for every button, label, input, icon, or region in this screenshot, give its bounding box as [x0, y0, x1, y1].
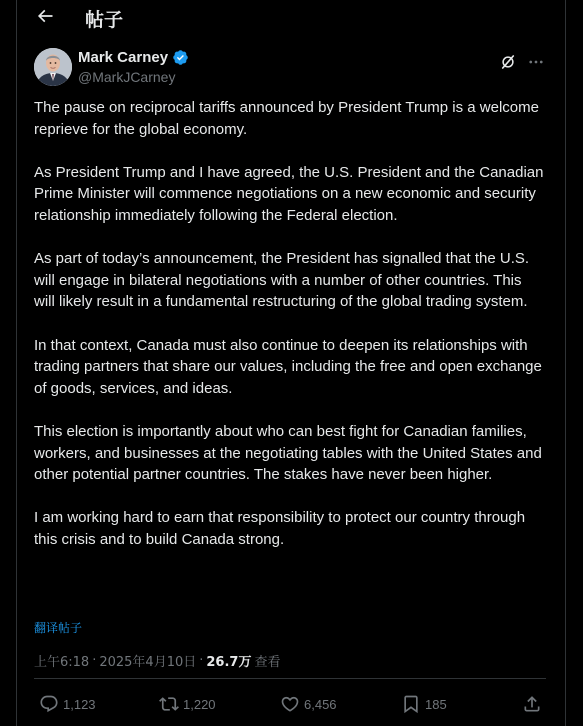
reply-count: 1,123	[63, 696, 96, 712]
views-label: 查看	[254, 655, 281, 670]
repost-count: 1,220	[183, 696, 216, 712]
like-button[interactable]	[280, 694, 337, 714]
like-count: 6,456	[304, 696, 337, 712]
divider	[34, 678, 546, 679]
tweet-paragraph: This election is importantly about who can best fight for Canadian families, workers, and businesses at the negotiating tables with the United States and other potential partner countries. The stakes have never been higher.	[34, 422, 542, 484]
tweet-paragraph: As part of today’s announcement, the President has signalled that the U.S. will engage in bilateral negotiations with a number of other countries. This will likely result in a fundamental restructuring of the global trading system.	[34, 250, 530, 311]
grok-icon	[499, 53, 517, 71]
more-options-button[interactable]	[525, 51, 547, 73]
post-column	[16, 0, 566, 726]
repost-button[interactable]	[159, 694, 216, 714]
avatar-image-icon	[34, 48, 72, 86]
heart-icon	[280, 694, 300, 714]
author-name[interactable]: Mark Carney	[78, 49, 169, 66]
tweet-paragraph: I am working hard to earn that responsibility to protect our country through this crisis and to build Canada strong.	[34, 509, 526, 548]
verified-badge-icon	[172, 49, 189, 66]
share-button[interactable]	[522, 694, 542, 714]
meta-separator: ·	[92, 653, 97, 668]
author-row	[17, 46, 565, 90]
author-name-group	[78, 49, 189, 66]
tweet-paragraph: As President Trump and I have agreed, the U.S. President and the Canadian Prime Minister will commence negotiations on a new economic and security relationship immediately following the Federal election.	[34, 163, 544, 224]
reply-icon	[39, 694, 59, 714]
bookmark-icon	[401, 694, 421, 714]
bookmark-count: 185	[425, 696, 447, 712]
post-header	[17, 0, 565, 32]
meta-separator: ·	[199, 653, 204, 668]
bookmark-button[interactable]	[401, 694, 447, 714]
repost-icon	[159, 694, 179, 714]
share-icon	[522, 694, 542, 714]
reply-button[interactable]	[39, 694, 96, 714]
back-button[interactable]	[33, 4, 57, 28]
actions-bar	[17, 686, 565, 724]
post-time[interactable]: 上午6:18	[34, 655, 90, 670]
tweet-paragraph: In that context, Canada must also continue to deepen its relationships with trading partners that share our values, including the free and open exchange of goods, services, and ideas.	[34, 336, 542, 397]
translate-post-link[interactable]: 翻译帖子	[34, 621, 83, 635]
post-meta	[34, 651, 280, 670]
post-date[interactable]: 2025年4月10日	[99, 655, 197, 670]
avatar[interactable]	[34, 48, 72, 86]
arrow-left-icon	[35, 6, 55, 26]
tweet-text	[34, 97, 544, 550]
page-title: 帖子	[85, 9, 124, 31]
views-count: 26.7万	[206, 655, 252, 670]
tweet-paragraph: The pause on reciprocal tariffs announced by President Trump is a welcome reprieve for the global economy.	[34, 99, 539, 138]
author-handle[interactable]: @MarkJCarney	[78, 69, 176, 85]
more-horizontal-icon	[527, 53, 545, 71]
grok-button[interactable]	[497, 51, 519, 73]
